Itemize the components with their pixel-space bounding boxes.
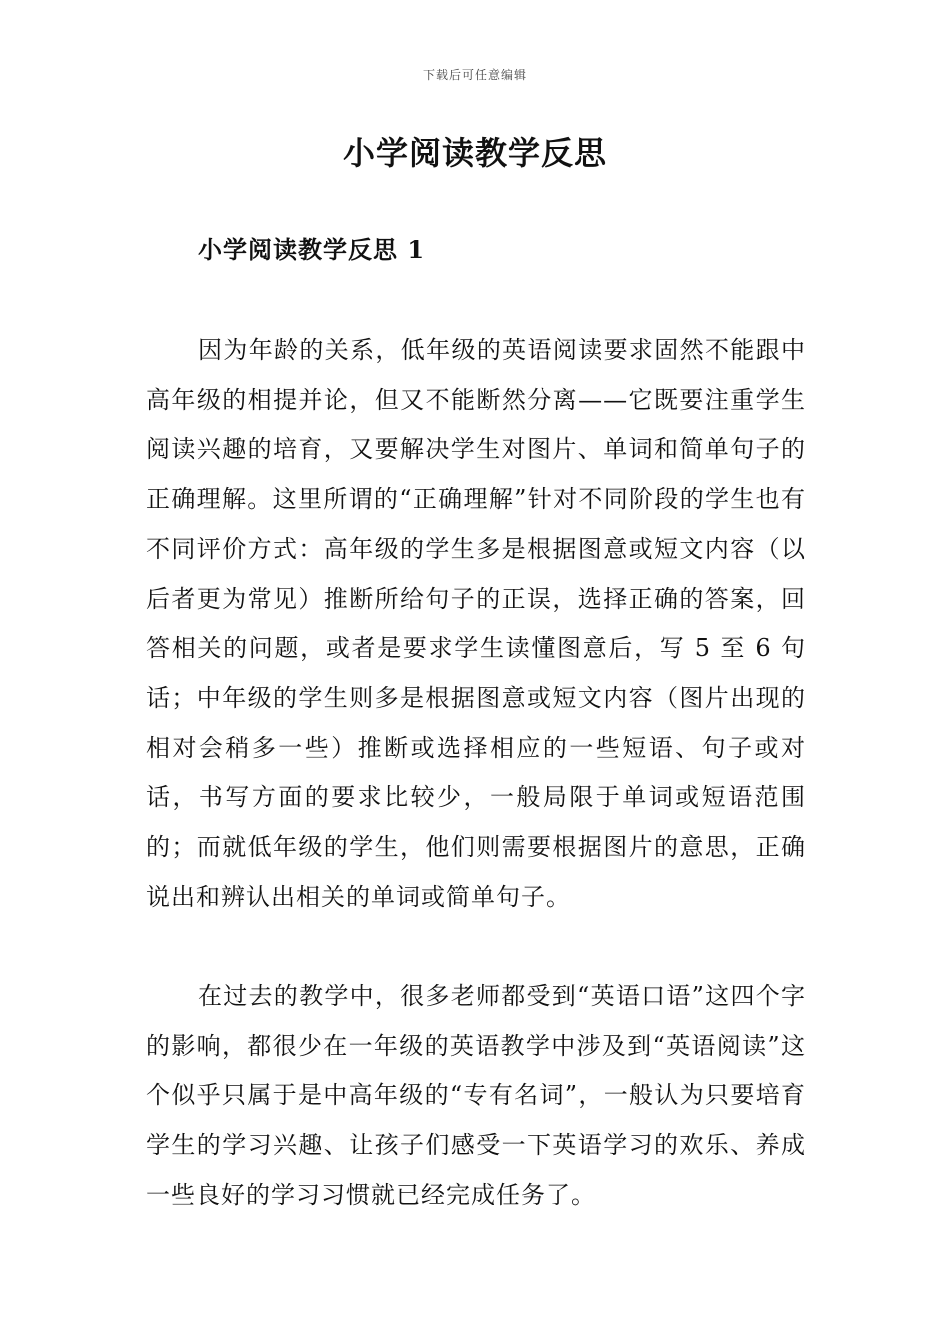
header-note: 下载后可任意编辑 [422,68,527,82]
document-title: 小学阅读教学反思 [342,134,607,172]
section-heading: 小学阅读教学反思 1 [198,235,426,264]
paragraph-1: 因为年龄的关系，低年级的英语阅读要求固然不能跟中高年级的相提并论，但又不能断然分离——它既要注重学生阅读兴趣的培育，又要解决学生对图片、单词和简单句子的正确理解。这里所谓的“正确理解”针对不同阶段的学生也有不同评价方式：高年级的学生多是根据图意或短文内容（以后者更为常见）推断所给句子的正误，选择正确的答案，回答相关的问题，或者是要求学生读懂图意后，写 5 至 6 句话；中年级的学生则多是根据图意或短文内容（图片出现的相对会稍多一些）推断或选择相应的一些短语、句子或对话，书写方面的要求比较少，一般局限于单词或短语范围的；而就低年级的学生，他们则需要根据图片的意思，正确说出和辨认出相关的单词或简单句子。 [146,336,806,911]
paragraph-2: 在过去的教学中，很多老师都受到“英语口语”这四个字的影响，都很少在一年级的英语教学中涉及到“英语阅读”这个似乎只属于是中高年级的“专有名词”，一般认为只要培育学生的学习兴趣、让孩子们感受一下英语学习的欢乐、养成一些良好的学习习惯就已经完成任务了。 [146,982,806,1209]
